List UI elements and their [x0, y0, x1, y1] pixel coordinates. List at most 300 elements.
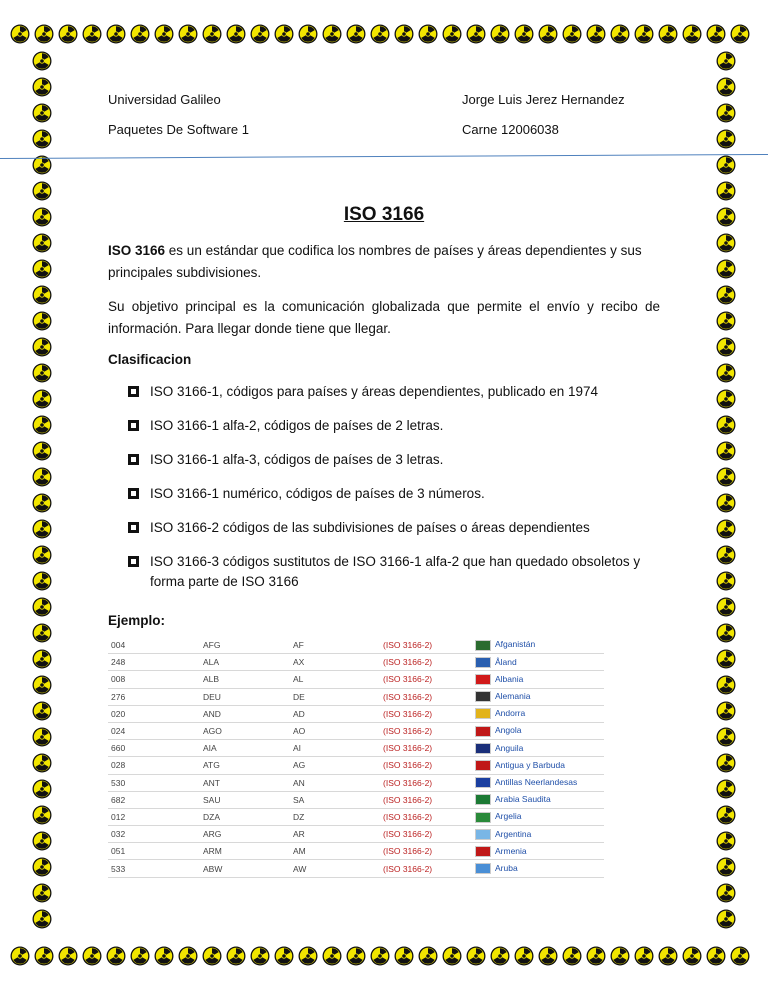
radiation-icon — [490, 946, 510, 966]
radiation-icon — [716, 675, 736, 695]
radiation-icon — [370, 24, 390, 44]
radiation-icon — [322, 946, 342, 966]
country-name-cell-text: Armenia — [495, 845, 527, 856]
radiation-icon — [562, 24, 582, 44]
radiation-icon — [716, 285, 736, 305]
radiation-icon — [32, 597, 52, 617]
alpha3-code-cell-text: ABW — [203, 863, 223, 874]
numeric-code-cell-text: 028 — [111, 760, 126, 771]
numeric-code-cell — [108, 740, 200, 757]
radiation-icon — [10, 946, 30, 966]
radiation-icon — [274, 24, 294, 44]
table-row — [108, 860, 604, 877]
alpha3-code-cell-text: ALB — [203, 674, 220, 685]
radiation-icon — [716, 363, 736, 383]
radiation-icon — [658, 946, 678, 966]
objective-paragraph: Su objetivo principal es la comunicación globalizada que permite el envío y recibo de información. Para llegar donde tiene que llegar. — [108, 299, 660, 336]
radiation-icon — [610, 946, 630, 966]
iso-3166-2-link-text: (ISO 3166-2) — [383, 794, 433, 805]
country-name-cell[interactable] — [472, 740, 604, 757]
radiation-icon — [716, 753, 736, 773]
radiation-icon — [442, 946, 462, 966]
country-name-cell[interactable] — [472, 808, 604, 825]
radiation-icon — [32, 805, 52, 825]
radiation-icon — [226, 24, 246, 44]
flag-icon — [475, 812, 491, 823]
alpha2-code-cell — [290, 860, 380, 877]
alpha2-code-cell-text: DE — [293, 691, 305, 702]
table-row — [108, 826, 604, 843]
alpha2-code-cell — [290, 688, 380, 705]
alpha3-code-cell-text: SAU — [203, 794, 221, 805]
iso-3166-2-link[interactable] — [380, 860, 472, 877]
radiation-icon — [32, 909, 52, 929]
radiation-icon — [202, 946, 222, 966]
table-row — [108, 740, 604, 757]
radiation-icon — [716, 805, 736, 825]
square-bullet-icon — [128, 488, 139, 499]
table-row — [108, 791, 604, 808]
flag-icon — [475, 846, 491, 857]
alpha3-code-cell-text: DEU — [203, 691, 221, 702]
alpha2-code-cell — [290, 637, 380, 654]
radiation-icon — [716, 259, 736, 279]
radiation-icon — [562, 946, 582, 966]
flag-icon — [475, 777, 491, 788]
radiation-icon — [716, 311, 736, 331]
table-row — [108, 774, 604, 791]
alpha2-code-cell — [290, 826, 380, 843]
country-name-cell-text: Albania — [495, 673, 524, 684]
numeric-code-cell-text: 530 — [111, 777, 126, 788]
radiation-icon — [514, 24, 534, 44]
iso-3166-2-link[interactable] — [380, 671, 472, 688]
numeric-code-cell — [108, 654, 200, 671]
alpha3-code-cell — [200, 808, 290, 825]
alpha2-code-cell — [290, 791, 380, 808]
alpha2-code-cell-text: AN — [293, 777, 305, 788]
alpha2-code-cell — [290, 740, 380, 757]
alpha2-code-cell — [290, 671, 380, 688]
radiation-icon — [32, 181, 52, 201]
country-name-cell[interactable] — [472, 860, 604, 877]
country-name-cell-text: Alemania — [495, 691, 531, 702]
radiation-icon — [34, 24, 54, 44]
radiation-icon — [538, 24, 558, 44]
table-row — [108, 654, 604, 671]
iso-3166-2-link-text: (ISO 3166-2) — [383, 657, 433, 668]
alpha3-code-cell — [200, 826, 290, 843]
radiation-icon — [586, 946, 606, 966]
radiation-icon — [370, 946, 390, 966]
radiation-icon — [106, 24, 126, 44]
numeric-code-cell-text: 276 — [111, 691, 126, 702]
alpha3-code-cell-text: DZA — [203, 811, 220, 822]
alpha3-code-cell-text: ARG — [203, 829, 222, 840]
radiation-icon — [346, 946, 366, 966]
numeric-code-cell-text: 051 — [111, 846, 126, 857]
list-item — [128, 382, 668, 402]
flag-icon — [475, 743, 491, 754]
numeric-code-cell-text: 012 — [111, 811, 126, 822]
radiation-icon — [418, 946, 438, 966]
country-name-cell[interactable] — [472, 637, 604, 654]
alpha3-code-cell — [200, 740, 290, 757]
alpha2-code-cell — [290, 722, 380, 739]
country-name-cell-text: Anguila — [495, 742, 524, 753]
classification-list — [128, 382, 668, 606]
radiation-icon — [730, 946, 750, 966]
numeric-code-cell — [108, 637, 200, 654]
iso-3166-2-link-text: (ISO 3166-2) — [383, 708, 433, 719]
country-name-cell-text: Argentina — [495, 828, 532, 839]
radiation-icon — [730, 24, 750, 44]
country-name-cell[interactable] — [472, 654, 604, 671]
radiation-icon — [32, 129, 52, 149]
radiation-icon — [716, 181, 736, 201]
radiation-icon — [394, 946, 414, 966]
radiation-icon — [442, 24, 462, 44]
alpha3-code-cell — [200, 654, 290, 671]
table-row — [108, 637, 604, 654]
country-name-cell[interactable] — [472, 722, 604, 739]
iso-3166-2-link[interactable] — [380, 757, 472, 774]
list-item — [128, 518, 668, 538]
radiation-icon — [716, 883, 736, 903]
classification-heading: Clasificacion — [108, 352, 192, 367]
numeric-code-cell — [108, 757, 200, 774]
numeric-code-cell — [108, 826, 200, 843]
alpha2-code-cell-text: AD — [293, 708, 305, 719]
radiation-icon — [32, 259, 52, 279]
radiation-icon — [32, 51, 52, 71]
radiation-icon — [32, 571, 52, 591]
left-border — [32, 48, 52, 932]
iso-3166-2-link[interactable] — [380, 705, 472, 722]
table-row — [108, 722, 604, 739]
country-name-cell-text: Aruba — [495, 862, 518, 873]
alpha3-code-cell-text: AND — [203, 708, 221, 719]
list-item — [128, 552, 668, 592]
numeric-code-cell — [108, 791, 200, 808]
intro-term: ISO 3166 — [108, 243, 166, 258]
page-title: ISO 3166 — [343, 204, 425, 225]
country-name-cell[interactable] — [472, 774, 604, 791]
radiation-icon — [32, 701, 52, 721]
iso-3166-2-link[interactable] — [380, 654, 472, 671]
radiation-icon — [154, 946, 174, 966]
radiation-icon — [32, 857, 52, 877]
radiation-icon — [716, 779, 736, 799]
country-name-cell-text: Afganistán — [495, 639, 536, 650]
country-name-cell[interactable] — [472, 826, 604, 843]
iso-3166-2-link-text: (ISO 3166-2) — [383, 674, 433, 685]
radiation-icon — [130, 946, 150, 966]
iso-3166-2-link-text: (ISO 3166-2) — [383, 829, 433, 840]
table-row — [108, 808, 604, 825]
flag-icon — [475, 674, 491, 685]
radiation-icon — [716, 909, 736, 929]
radiation-icon — [716, 519, 736, 539]
example-heading: Ejemplo: — [108, 613, 166, 628]
radiation-icon — [716, 441, 736, 461]
radiation-icon — [514, 946, 534, 966]
alpha3-code-cell-text: ANT — [203, 777, 220, 788]
radiation-icon — [706, 946, 726, 966]
iso-3166-2-link[interactable] — [380, 637, 472, 654]
iso-3166-2-link[interactable] — [380, 740, 472, 757]
radiation-icon — [716, 857, 736, 877]
radiation-icon — [32, 753, 52, 773]
radiation-icon — [538, 946, 558, 966]
iso-3166-2-link[interactable] — [380, 826, 472, 843]
radiation-icon — [32, 545, 52, 565]
numeric-code-cell-text: 660 — [111, 743, 126, 754]
country-name-cell[interactable] — [472, 688, 604, 705]
radiation-icon — [274, 946, 294, 966]
table-row — [108, 688, 604, 705]
alpha2-code-cell — [290, 654, 380, 671]
numeric-code-cell — [108, 774, 200, 791]
alpha2-code-cell-text: AO — [293, 726, 306, 737]
alpha3-code-cell — [200, 774, 290, 791]
radiation-icon — [298, 946, 318, 966]
country-name-cell-text: Argelia — [495, 811, 522, 822]
iso-3166-2-link-text: (ISO 3166-2) — [383, 760, 433, 771]
list-item-text: ISO 3166-1 alfa-2, códigos de países de 2 letras. — [150, 418, 444, 433]
iso-3166-2-link[interactable] — [380, 843, 472, 860]
top-border — [8, 24, 752, 44]
alpha3-code-cell — [200, 722, 290, 739]
radiation-icon — [32, 883, 52, 903]
radiation-icon — [106, 946, 126, 966]
alpha2-code-cell — [290, 757, 380, 774]
table-row — [108, 757, 604, 774]
radiation-icon — [716, 493, 736, 513]
list-item-text: ISO 3166-2 códigos de las subdivisiones de países o áreas dependientes — [150, 520, 590, 535]
radiation-icon — [32, 831, 52, 851]
university-name: Universidad Galileo — [108, 92, 221, 107]
radiation-icon — [394, 24, 414, 44]
numeric-code-cell — [108, 808, 200, 825]
iso-3166-2-link-text: (ISO 3166-2) — [383, 640, 433, 651]
header-rule — [0, 154, 768, 159]
radiation-icon — [682, 24, 702, 44]
numeric-code-cell — [108, 722, 200, 739]
iso-3166-2-link[interactable] — [380, 722, 472, 739]
alpha2-code-cell — [290, 705, 380, 722]
radiation-icon — [58, 946, 78, 966]
list-item-text: ISO 3166-1 alfa-3, códigos de países de 3 letras. — [150, 452, 444, 467]
square-bullet-icon — [128, 454, 139, 465]
radiation-icon — [298, 24, 318, 44]
radiation-icon — [716, 467, 736, 487]
radiation-icon — [346, 24, 366, 44]
alpha2-code-cell — [290, 808, 380, 825]
course-name: Paquetes De Software 1 — [108, 122, 249, 137]
radiation-icon — [586, 24, 606, 44]
list-item-text: ISO 3166-1, códigos para países y áreas dependientes, publicado en 1974 — [150, 384, 599, 399]
radiation-icon — [32, 441, 52, 461]
radiation-icon — [154, 24, 174, 44]
country-name-cell[interactable] — [472, 757, 604, 774]
intro-paragraph — [108, 240, 660, 284]
alpha2-code-cell-text: SA — [293, 794, 305, 805]
numeric-code-cell-text: 008 — [111, 674, 126, 685]
alpha2-code-cell-text: AF — [293, 640, 304, 651]
radiation-icon — [32, 649, 52, 669]
radiation-icon — [322, 24, 342, 44]
radiation-icon — [634, 946, 654, 966]
table-row — [108, 671, 604, 688]
alpha3-code-cell — [200, 791, 290, 808]
country-name-cell-text: Angola — [495, 725, 522, 736]
radiation-icon — [32, 623, 52, 643]
alpha2-code-cell-text: AG — [293, 760, 306, 771]
radiation-icon — [226, 946, 246, 966]
alpha3-code-cell-text: AIA — [203, 743, 217, 754]
radiation-icon — [178, 946, 198, 966]
radiation-icon — [706, 24, 726, 44]
list-item-text: ISO 3166-3 códigos sustitutos de ISO 3166-1 alfa-2 que han quedado obsoletos y forma parte de ISO 3166 — [150, 554, 641, 589]
iso-3166-2-link[interactable] — [380, 774, 472, 791]
square-bullet-icon — [128, 556, 139, 567]
radiation-icon — [716, 727, 736, 747]
alpha3-code-cell-text: AFG — [203, 640, 221, 651]
radiation-icon — [32, 467, 52, 487]
alpha3-code-cell — [200, 671, 290, 688]
radiation-icon — [32, 311, 52, 331]
numeric-code-cell — [108, 860, 200, 877]
numeric-code-cell-text: 020 — [111, 708, 126, 719]
numeric-code-cell — [108, 843, 200, 860]
alpha3-code-cell-text: AGO — [203, 726, 222, 737]
country-name-cell[interactable] — [472, 843, 604, 860]
numeric-code-cell-text: 248 — [111, 657, 126, 668]
iso-3166-2-link-text: (ISO 3166-2) — [383, 811, 433, 822]
radiation-icon — [716, 77, 736, 97]
numeric-code-cell-text: 533 — [111, 863, 126, 874]
radiation-icon — [32, 519, 52, 539]
student-id: Carne 12006038 — [462, 122, 559, 137]
table-row — [108, 705, 604, 722]
radiation-icon — [716, 545, 736, 565]
iso-3166-2-link-text: (ISO 3166-2) — [383, 863, 433, 874]
iso-3166-2-link[interactable] — [380, 791, 472, 808]
square-bullet-icon — [128, 420, 139, 431]
numeric-code-cell — [108, 671, 200, 688]
intro-text: es un estándar que codifica los nombres de países y áreas dependientes y sus principales subdivisiones. — [108, 243, 642, 280]
country-name-cell-text: Antillas Neerlandesas — [495, 776, 578, 787]
radiation-icon — [32, 675, 52, 695]
radiation-icon — [716, 571, 736, 591]
radiation-icon — [716, 701, 736, 721]
radiation-icon — [716, 415, 736, 435]
radiation-icon — [32, 77, 52, 97]
country-name-cell-text: Andorra — [495, 708, 526, 719]
numeric-code-cell — [108, 705, 200, 722]
iso-3166-2-link-text: (ISO 3166-2) — [383, 726, 433, 737]
flag-icon — [475, 863, 491, 874]
alpha3-code-cell-text: ALA — [203, 657, 220, 668]
country-name-cell[interactable] — [472, 791, 604, 808]
alpha3-code-cell — [200, 843, 290, 860]
iso-3166-2-link-text: (ISO 3166-2) — [383, 777, 433, 788]
flag-icon — [475, 829, 491, 840]
iso-3166-2-link-text: (ISO 3166-2) — [383, 691, 433, 702]
bottom-border — [8, 946, 752, 966]
flag-icon — [475, 691, 491, 702]
list-item — [128, 484, 668, 504]
radiation-icon — [82, 24, 102, 44]
square-bullet-icon — [128, 522, 139, 533]
radiation-icon — [716, 389, 736, 409]
radiation-icon — [716, 129, 736, 149]
radiation-icon — [466, 946, 486, 966]
alpha2-code-cell-text: AI — [293, 743, 302, 754]
country-name-cell[interactable] — [472, 705, 604, 722]
iso-3166-2-link[interactable] — [380, 808, 472, 825]
radiation-icon — [610, 24, 630, 44]
radiation-icon — [716, 103, 736, 123]
iso-code-table — [108, 637, 604, 878]
country-name-cell[interactable] — [472, 671, 604, 688]
alpha2-code-cell-text: AM — [293, 846, 306, 857]
radiation-icon — [32, 389, 52, 409]
radiation-icon — [658, 24, 678, 44]
radiation-icon — [32, 363, 52, 383]
radiation-icon — [130, 24, 150, 44]
radiation-icon — [250, 946, 270, 966]
country-name-cell-text: Antigua y Barbuda — [495, 759, 565, 770]
square-bullet-icon — [128, 386, 139, 397]
iso-3166-2-link[interactable] — [380, 688, 472, 705]
alpha2-code-cell — [290, 843, 380, 860]
alpha3-code-cell-text: ATG — [203, 760, 220, 771]
alpha3-code-cell — [200, 860, 290, 877]
list-item — [128, 416, 668, 436]
radiation-icon — [32, 285, 52, 305]
radiation-icon — [716, 597, 736, 617]
radiation-icon — [202, 24, 222, 44]
list-item-text: ISO 3166-1 numérico, códigos de países de 3 números. — [150, 486, 485, 501]
alpha2-code-cell-text: AX — [293, 657, 305, 668]
alpha2-code-cell-text: AL — [293, 674, 304, 685]
radiation-icon — [82, 946, 102, 966]
numeric-code-cell-text: 004 — [111, 640, 126, 651]
alpha3-code-cell — [200, 637, 290, 654]
radiation-icon — [34, 946, 54, 966]
right-border — [716, 48, 736, 932]
flag-icon — [475, 708, 491, 719]
radiation-icon — [716, 649, 736, 669]
numeric-code-cell — [108, 688, 200, 705]
country-name-cell-text: Arabia Saudita — [495, 794, 551, 805]
alpha2-code-cell-text: DZ — [293, 811, 305, 822]
radiation-icon — [32, 337, 52, 357]
alpha3-code-cell — [200, 757, 290, 774]
radiation-icon — [716, 51, 736, 71]
radiation-icon — [716, 623, 736, 643]
radiation-icon — [32, 233, 52, 253]
list-item — [128, 450, 668, 470]
radiation-icon — [466, 24, 486, 44]
radiation-icon — [10, 24, 30, 44]
radiation-icon — [418, 24, 438, 44]
numeric-code-cell-text: 024 — [111, 726, 126, 737]
table-row — [108, 843, 604, 860]
radiation-icon — [634, 24, 654, 44]
